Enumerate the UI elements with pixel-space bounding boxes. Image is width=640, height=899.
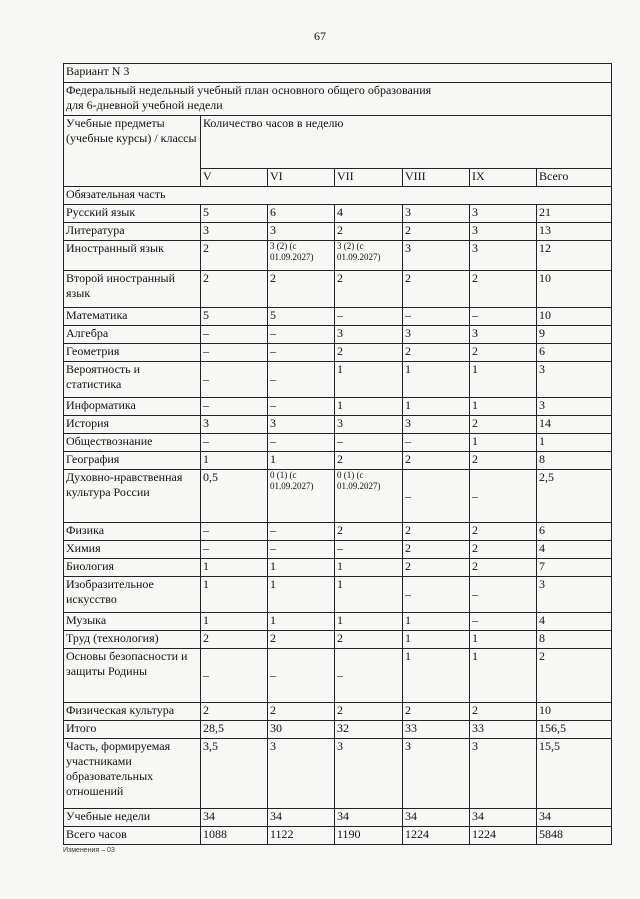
subject-name: История bbox=[64, 416, 201, 434]
hours-cell: 2 bbox=[470, 559, 537, 577]
hours-cell: 2 bbox=[268, 703, 335, 721]
hours-cell: 3 (2) (с 01.09.2027) bbox=[268, 241, 335, 271]
subject-name: Литература bbox=[64, 223, 201, 241]
table-row bbox=[64, 613, 612, 631]
hours-cell: 2 bbox=[201, 241, 268, 271]
table-row bbox=[64, 398, 612, 416]
hours-cell: 156,5 bbox=[537, 721, 612, 739]
table-row bbox=[64, 523, 612, 541]
table-row bbox=[64, 241, 612, 271]
hours-cell: 2 bbox=[470, 271, 537, 308]
subject-name: Русский язык bbox=[64, 205, 201, 223]
hours-cell: 1 bbox=[268, 452, 335, 470]
hours-cell: 32 bbox=[335, 721, 403, 739]
hours-cell: 3 bbox=[403, 241, 470, 271]
subject-name: Основы безопасности и защиты Родины bbox=[64, 649, 201, 703]
hours-cell: 3 bbox=[335, 416, 403, 434]
hours-cell: 3,5 bbox=[201, 739, 268, 809]
hours-cell: 15,5 bbox=[537, 739, 612, 809]
hours-cell: 0 (1) (с 01.09.2027) bbox=[335, 470, 403, 523]
hours-cell: 2 bbox=[403, 559, 470, 577]
grade-header-vi: VI bbox=[268, 169, 335, 187]
subject-name: Второй иностранный язык bbox=[64, 271, 201, 308]
hours-cell: 3 bbox=[201, 416, 268, 434]
subject-name: Изобразительное искусство bbox=[64, 577, 201, 613]
hours-cell: 3 bbox=[470, 223, 537, 241]
hours-cell: 1 bbox=[403, 649, 470, 703]
hours-cell: 3 bbox=[470, 205, 537, 223]
hours-cell: 2 bbox=[470, 703, 537, 721]
hours-cell: – bbox=[268, 398, 335, 416]
hours-cell: 3 bbox=[403, 416, 470, 434]
hours-cell: 8 bbox=[537, 452, 612, 470]
hours-cell: 30 bbox=[268, 721, 335, 739]
section-mandatory: Обязательная часть bbox=[64, 187, 612, 205]
hours-cell: 14 bbox=[537, 416, 612, 434]
hours-cell: 4 bbox=[537, 541, 612, 559]
hours-cell: 1 bbox=[268, 613, 335, 631]
hours-cell: – bbox=[403, 470, 470, 523]
hours-cell: 2 bbox=[403, 452, 470, 470]
grade-header-vii: VII bbox=[335, 169, 403, 187]
hours-cell: 34 bbox=[268, 809, 335, 827]
hours-cell: 1 bbox=[470, 362, 537, 398]
table-row bbox=[64, 649, 612, 703]
hours-cell: 2 bbox=[470, 541, 537, 559]
hours-cell: 33 bbox=[403, 721, 470, 739]
hours-cell: – bbox=[470, 470, 537, 523]
hours-header: Количество часов в неделю bbox=[201, 116, 612, 169]
table-row bbox=[64, 721, 612, 739]
hours-cell: 1 bbox=[403, 631, 470, 649]
subject-name: Итого bbox=[64, 721, 201, 739]
hours-cell: 4 bbox=[335, 205, 403, 223]
hours-cell: 1 bbox=[335, 577, 403, 613]
hours-cell: – bbox=[268, 541, 335, 559]
table-row bbox=[64, 559, 612, 577]
subject-name: Музыка bbox=[64, 613, 201, 631]
table-row bbox=[64, 809, 612, 827]
hours-cell: 3 bbox=[403, 205, 470, 223]
hours-cell: 2 bbox=[470, 452, 537, 470]
hours-cell: 2 bbox=[268, 631, 335, 649]
table-row bbox=[64, 308, 612, 326]
hours-cell: 3 bbox=[335, 326, 403, 344]
hours-cell: 2 bbox=[335, 703, 403, 721]
hours-cell: 5848 bbox=[537, 827, 612, 845]
grade-header-viii: VIII bbox=[403, 169, 470, 187]
hours-cell: 1 bbox=[201, 577, 268, 613]
hours-cell: – bbox=[470, 577, 537, 613]
hours-cell: 8 bbox=[537, 631, 612, 649]
plan-title-line-2: для 6-дневной учебной недели bbox=[66, 98, 223, 112]
subject-name: Учебные недели bbox=[64, 809, 201, 827]
hours-cell: 1 bbox=[403, 362, 470, 398]
hours-cell: 3 bbox=[335, 739, 403, 809]
table-row bbox=[64, 827, 612, 845]
hours-cell: 3 bbox=[470, 326, 537, 344]
table-row bbox=[64, 416, 612, 434]
subject-name: Физика bbox=[64, 523, 201, 541]
hours-cell: 1088 bbox=[201, 827, 268, 845]
table-row bbox=[64, 577, 612, 613]
hours-cell: 1 bbox=[470, 398, 537, 416]
hours-cell: 2,5 bbox=[537, 470, 612, 523]
hours-cell: 2 bbox=[335, 271, 403, 308]
hours-cell: – bbox=[403, 434, 470, 452]
table-row bbox=[64, 344, 612, 362]
hours-cell: 2 bbox=[201, 271, 268, 308]
hours-cell: 9 bbox=[537, 326, 612, 344]
hours-cell: 1224 bbox=[403, 827, 470, 845]
hours-cell: – bbox=[201, 541, 268, 559]
hours-cell: 1 bbox=[470, 649, 537, 703]
hours-cell: – bbox=[268, 523, 335, 541]
hours-cell: 1 bbox=[335, 398, 403, 416]
hours-cell: 34 bbox=[470, 809, 537, 827]
hours-cell: 1 bbox=[335, 362, 403, 398]
hours-cell: – bbox=[201, 649, 268, 703]
hours-cell: 1 bbox=[403, 613, 470, 631]
hours-cell: 12 bbox=[537, 241, 612, 271]
hours-cell: – bbox=[335, 434, 403, 452]
footer-note: Изменения – 03 bbox=[63, 847, 115, 854]
hours-cell: 5 bbox=[201, 205, 268, 223]
hours-cell: – bbox=[201, 434, 268, 452]
hours-cell: 2 bbox=[470, 344, 537, 362]
hours-cell: 1 bbox=[537, 434, 612, 452]
subject-name: Всего часов bbox=[64, 827, 201, 845]
hours-cell: – bbox=[268, 649, 335, 703]
subject-name: Физическая культура bbox=[64, 703, 201, 721]
hours-cell: 21 bbox=[537, 205, 612, 223]
hours-cell: 2 bbox=[268, 271, 335, 308]
hours-cell: 1 bbox=[470, 631, 537, 649]
hours-cell: 3 bbox=[268, 223, 335, 241]
hours-cell: 1 bbox=[268, 577, 335, 613]
hours-cell: – bbox=[201, 523, 268, 541]
hours-cell: 2 bbox=[403, 271, 470, 308]
hours-cell: 34 bbox=[201, 809, 268, 827]
subject-name: Математика bbox=[64, 308, 201, 326]
hours-cell: 2 bbox=[335, 523, 403, 541]
hours-cell: 0 (1) (с 01.09.2027) bbox=[268, 470, 335, 523]
hours-cell: 1122 bbox=[268, 827, 335, 845]
hours-cell: 2 bbox=[335, 223, 403, 241]
subject-name: Вероятность и статистика bbox=[64, 362, 201, 398]
hours-cell: 3 bbox=[537, 362, 612, 398]
hours-cell: 5 bbox=[268, 308, 335, 326]
hours-cell: – bbox=[403, 308, 470, 326]
hours-cell: 28,5 bbox=[201, 721, 268, 739]
hours-cell: – bbox=[335, 649, 403, 703]
hours-cell: 2 bbox=[335, 631, 403, 649]
grade-header-total: Всего bbox=[537, 169, 612, 187]
hours-cell: 1190 bbox=[335, 827, 403, 845]
hours-cell: 10 bbox=[537, 271, 612, 308]
plan-title bbox=[64, 83, 612, 116]
hours-cell: 4 bbox=[537, 613, 612, 631]
hours-cell: 3 bbox=[268, 739, 335, 809]
variant-title: Вариант N 3 bbox=[64, 64, 612, 83]
hours-cell: 10 bbox=[537, 703, 612, 721]
table-row bbox=[64, 326, 612, 344]
subject-name: Химия bbox=[64, 541, 201, 559]
hours-cell: 3 bbox=[201, 223, 268, 241]
hours-cell: 10 bbox=[537, 308, 612, 326]
subject-name: Обществознание bbox=[64, 434, 201, 452]
hours-cell: 0,5 bbox=[201, 470, 268, 523]
subject-name: Информатика bbox=[64, 398, 201, 416]
hours-cell: 6 bbox=[537, 523, 612, 541]
hours-cell: – bbox=[268, 326, 335, 344]
hours-cell: 6 bbox=[537, 344, 612, 362]
hours-cell: 2 bbox=[403, 703, 470, 721]
hours-cell: 2 bbox=[403, 523, 470, 541]
hours-cell: 2 bbox=[201, 703, 268, 721]
hours-cell: 1 bbox=[470, 434, 537, 452]
hours-cell: – bbox=[268, 344, 335, 362]
hours-cell: 33 bbox=[470, 721, 537, 739]
hours-cell: – bbox=[403, 577, 470, 613]
hours-cell: 34 bbox=[403, 809, 470, 827]
hours-cell: 3 bbox=[403, 739, 470, 809]
hours-cell: 1 bbox=[201, 559, 268, 577]
table-row bbox=[64, 739, 612, 809]
table-row bbox=[64, 452, 612, 470]
hours-cell: 2 bbox=[335, 452, 403, 470]
hours-cell: 1 bbox=[335, 559, 403, 577]
plan-title-line-1: Федеральный недельный учебный план основного общего образования bbox=[66, 83, 432, 97]
curriculum-table bbox=[63, 63, 612, 845]
hours-cell: 3 bbox=[537, 398, 612, 416]
grade-header-ix: IX bbox=[470, 169, 537, 187]
hours-cell: 2 bbox=[537, 649, 612, 703]
hours-cell: – bbox=[335, 541, 403, 559]
hours-cell: 1 bbox=[201, 613, 268, 631]
table-row bbox=[64, 470, 612, 523]
subject-name: Труд (технология) bbox=[64, 631, 201, 649]
subject-name: География bbox=[64, 452, 201, 470]
table-row bbox=[64, 271, 612, 308]
table-row bbox=[64, 362, 612, 398]
hours-cell: – bbox=[201, 344, 268, 362]
table-row bbox=[64, 223, 612, 241]
hours-cell: – bbox=[268, 362, 335, 398]
hours-cell: 2 bbox=[470, 523, 537, 541]
hours-cell: 2 bbox=[201, 631, 268, 649]
hours-cell: – bbox=[470, 308, 537, 326]
hours-cell: 1 bbox=[268, 559, 335, 577]
hours-cell: 1 bbox=[201, 452, 268, 470]
hours-cell: 2 bbox=[470, 416, 537, 434]
hours-cell: 3 bbox=[268, 416, 335, 434]
subject-name: Духовно-нравственная культура России bbox=[64, 470, 201, 523]
hours-cell: 1 bbox=[335, 613, 403, 631]
hours-cell: 34 bbox=[537, 809, 612, 827]
subject-name: Биология bbox=[64, 559, 201, 577]
hours-cell: – bbox=[201, 362, 268, 398]
subjects-header: Учебные предметы (учебные курсы) / классы bbox=[64, 116, 201, 187]
hours-cell: 7 bbox=[537, 559, 612, 577]
table-row bbox=[64, 541, 612, 559]
page-number: 67 bbox=[314, 29, 326, 43]
subject-name: Часть, формируемая участниками образовательных отношений bbox=[64, 739, 201, 809]
hours-cell: 2 bbox=[403, 223, 470, 241]
hours-cell: 1 bbox=[403, 398, 470, 416]
hours-cell: 3 bbox=[537, 577, 612, 613]
hours-cell: 2 bbox=[403, 344, 470, 362]
subject-name: Геометрия bbox=[64, 344, 201, 362]
subject-name: Алгебра bbox=[64, 326, 201, 344]
table-row bbox=[64, 631, 612, 649]
hours-cell: – bbox=[470, 613, 537, 631]
hours-cell: 3 bbox=[470, 241, 537, 271]
hours-cell: 3 bbox=[470, 739, 537, 809]
hours-cell: 13 bbox=[537, 223, 612, 241]
hours-cell: 3 (2) (с 01.09.2027) bbox=[335, 241, 403, 271]
table-row bbox=[64, 434, 612, 452]
subject-name: Иностранный язык bbox=[64, 241, 201, 271]
table-row bbox=[64, 703, 612, 721]
hours-cell: 2 bbox=[335, 344, 403, 362]
hours-cell: – bbox=[268, 434, 335, 452]
hours-cell: – bbox=[201, 326, 268, 344]
table-row bbox=[64, 205, 612, 223]
hours-cell: 5 bbox=[201, 308, 268, 326]
hours-cell: 34 bbox=[335, 809, 403, 827]
hours-cell: 2 bbox=[403, 541, 470, 559]
hours-cell: 3 bbox=[403, 326, 470, 344]
hours-cell: 6 bbox=[268, 205, 335, 223]
grade-header-v: V bbox=[201, 169, 268, 187]
hours-cell: 1224 bbox=[470, 827, 537, 845]
hours-cell: – bbox=[335, 308, 403, 326]
hours-cell: – bbox=[201, 398, 268, 416]
